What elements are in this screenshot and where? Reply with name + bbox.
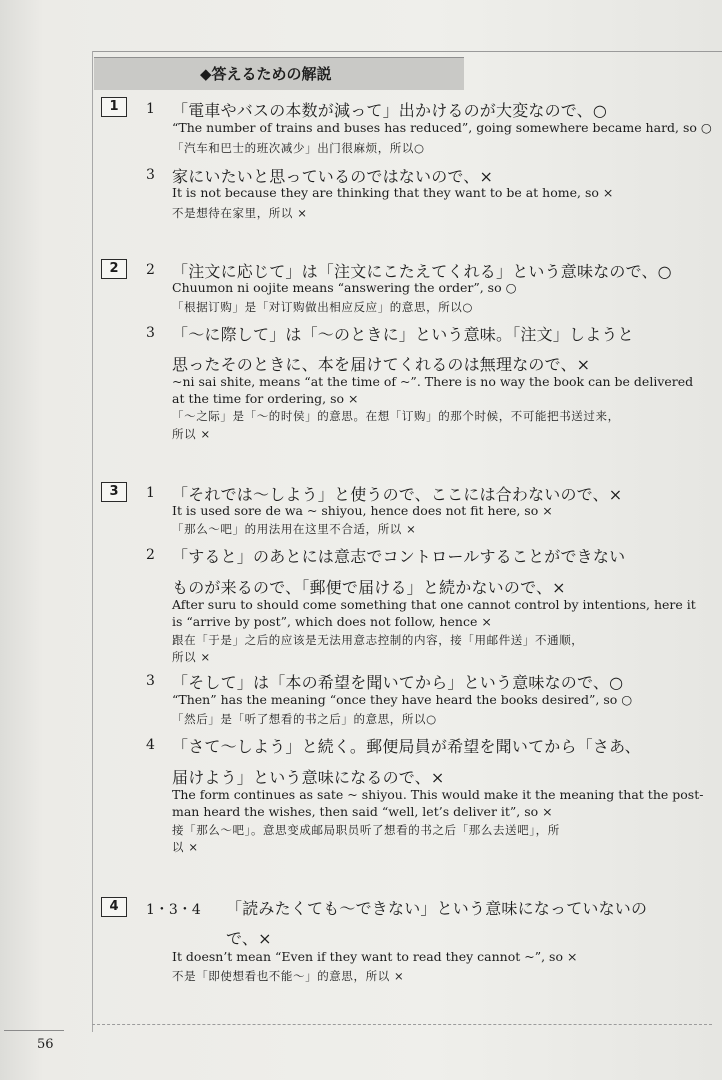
choice-number: 1 bbox=[146, 485, 155, 501]
english-explanation-line-2: at the time for ordering, so × bbox=[172, 391, 359, 406]
choice-number: 3 bbox=[146, 325, 155, 341]
english-explanation: It is used sore de wa ~ shiyou, hence does not fit here, so × bbox=[172, 503, 553, 518]
chinese-explanation: 接「那么～吧」。意思变成邮局职员听了想看的书之后「那么去送吧」，所 bbox=[172, 823, 560, 837]
japanese-explanation: 「そして」は「本の希望を聞いてから」という意味なので、○ bbox=[172, 673, 624, 692]
choice-number: 2 bbox=[146, 262, 155, 278]
section-header-title: ◆答えるための解説 bbox=[200, 65, 332, 83]
japanese-explanation-line-2: で、× bbox=[226, 929, 272, 948]
english-explanation: “The number of trains and buses has reduced”, going somewhere became hard, so ○ bbox=[172, 120, 712, 135]
chinese-explanation: 「然后」是「听了想看的书之后」的意思，所以○ bbox=[172, 712, 437, 726]
chinese-explanation: 「根据订购」是「对订购做出相应反应」的意思，所以○ bbox=[172, 300, 474, 314]
japanese-explanation: 「電車やバスの本数が減って」出かけるのが大変なので、○ bbox=[172, 101, 608, 120]
english-explanation: After suru to should come something that one cannot control by intentions, here it bbox=[172, 597, 696, 612]
question-box-2: 2 bbox=[101, 259, 127, 279]
japanese-explanation-line-2: ものが来るので、「郵便で届ける」と続かないので、× bbox=[172, 578, 566, 597]
choice-number: 1 bbox=[146, 101, 155, 117]
japanese-explanation: 「読みたくても～できない」という意味になっていないの bbox=[226, 899, 648, 918]
japanese-explanation: 「～に際して」は「～のときに」という意味。「注文」しようと bbox=[172, 325, 634, 344]
page-number: 56 bbox=[37, 1037, 54, 1052]
choice-number: 3 bbox=[146, 673, 155, 689]
chinese-explanation: 不是「即使想看也不能～」的意思，所以 × bbox=[172, 969, 405, 983]
chinese-explanation-line-2: 所以 × bbox=[172, 650, 211, 664]
japanese-explanation: 「すると」のあとには意志でコントロールすることができない bbox=[172, 547, 626, 566]
english-explanation: The form continues as sate ~ shiyou. This would make it the meaning that the post- bbox=[172, 787, 704, 802]
chinese-explanation: 「那么～吧」的用法用在这里不合适，所以 × bbox=[172, 522, 417, 536]
question-box-4: 4 bbox=[101, 897, 127, 917]
bottom-dashed-rule bbox=[92, 1024, 712, 1025]
english-explanation: It doesn’t mean “Even if they want to read they cannot ~”, so × bbox=[172, 949, 578, 964]
english-explanation: Chuumon ni oojite means “answering the order”, so ○ bbox=[172, 280, 517, 295]
english-explanation: It is not because they are thinking that they want to be at home, so × bbox=[172, 185, 614, 200]
choice-number: 1・3・4 bbox=[146, 902, 201, 918]
japanese-explanation-line-2: 思ったそのときに、本を届けてくれるのは無理なので、× bbox=[172, 355, 591, 374]
left-rule bbox=[92, 51, 93, 1032]
question-box-1: 1 bbox=[101, 97, 127, 117]
question-box-3: 3 bbox=[101, 482, 127, 502]
japanese-explanation: 「さて～しよう」と続く。郵便局員が希望を聞いてから「さあ、 bbox=[172, 737, 641, 756]
margin-rule bbox=[4, 1030, 64, 1031]
chinese-explanation: 不是想待在家里，所以 × bbox=[172, 206, 308, 220]
chinese-explanation: 跟在「于是」之后的应该是无法用意志控制的内容，接「用邮件送」不通顺， bbox=[172, 633, 584, 647]
choice-number: 4 bbox=[146, 737, 155, 753]
japanese-explanation: 「それでは～しよう」と使うので、ここには合わないので、× bbox=[172, 485, 623, 504]
chinese-explanation-line-2: 所以 × bbox=[172, 427, 211, 441]
chinese-explanation: 「汽车和巴士的班次减少」出门很麻烦，所以○ bbox=[172, 141, 425, 155]
japanese-explanation: 「注文に応じて」は「注文にこたえてくれる」という意味なので、○ bbox=[172, 262, 672, 281]
english-explanation-line-2: man heard the wishes, then said “well, let’s deliver it”, so × bbox=[172, 804, 553, 819]
english-explanation: ~ni sai shite, means “at the time of ~”. There is no way the book can be delivered bbox=[172, 374, 694, 389]
top-rule bbox=[92, 51, 722, 52]
chinese-explanation-line-2: 以 × bbox=[172, 840, 199, 854]
chinese-explanation: 「～之际」是「～的时侯」的意思。在想「订购」的那个时候，不可能把书送过来， bbox=[172, 409, 620, 423]
english-explanation: “Then” has the meaning “once they have heard the books desired”, so ○ bbox=[172, 692, 633, 707]
choice-number: 2 bbox=[146, 547, 155, 563]
japanese-explanation-line-2: 届けよう」という意味になるので、× bbox=[172, 768, 445, 787]
english-explanation-line-2: is “arrive by post”, which does not follow, hence × bbox=[172, 614, 492, 629]
choice-number: 3 bbox=[146, 167, 155, 183]
japanese-explanation: 家にいたいと思っているのではないので、× bbox=[172, 167, 494, 186]
